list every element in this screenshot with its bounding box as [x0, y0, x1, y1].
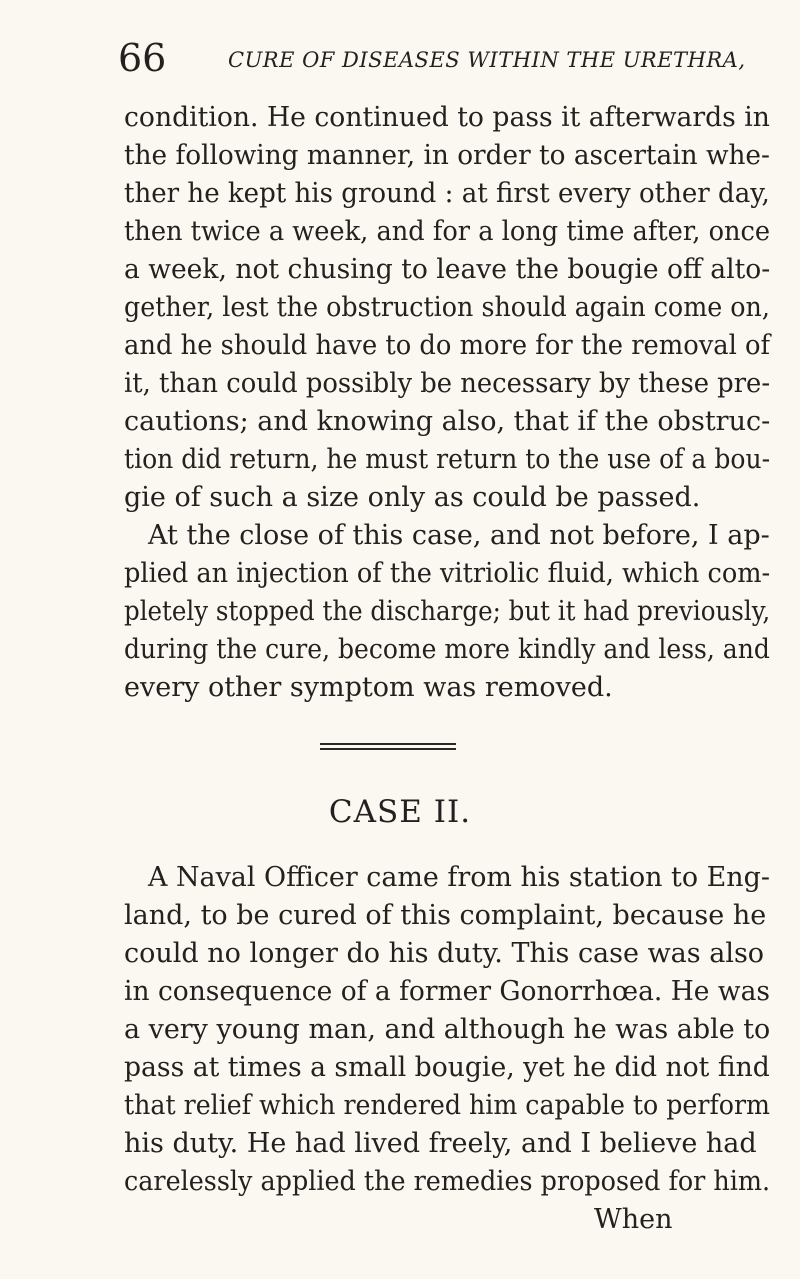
text-line: plied an injection of the vitriolic fluid, which com- [124, 558, 771, 589]
text-line: condition. He continued to pass it afterwards in [124, 102, 770, 133]
text-line: the following manner, in order to ascertain whe- [124, 140, 770, 171]
running-head: CURE OF DISEASES WITHIN THE URETHRA, [228, 48, 746, 72]
text-line: a very young man, and although he was able to [124, 1014, 771, 1045]
text-line: a week, not chusing to leave the bougie off alto- [124, 254, 771, 285]
text-line: could no longer do his duty. This case was also [124, 938, 765, 969]
text-line: his duty. He had lived freely, and I believe had [124, 1128, 757, 1159]
text-line: it, than could possibly be necessary by these pre- [124, 368, 771, 399]
text-line: A Naval Officer came from his station to Eng- [148, 862, 770, 893]
text-line: gether, lest the obstruction should again come on, [124, 292, 770, 323]
text-line: gie of such a size only as could be passed. [124, 482, 701, 513]
text-line: land, to be cured of this complaint, because he [124, 900, 767, 931]
text-line: and he should have to do more for the removal of [124, 330, 771, 361]
text-line: tion did return, he must return to the use of a bou- [124, 444, 771, 475]
text-line: At the close of this case, and not before, I ap- [148, 520, 770, 551]
page-header [118, 36, 746, 80]
text-line: ther he kept his ground : at first every other day, [124, 178, 770, 209]
text-line: that relief which rendered him capable to perform [124, 1090, 770, 1121]
text-line: pletely stopped the discharge; but it had previously, [124, 596, 771, 627]
text-line: cautions; and knowing also, that if the obstruc- [124, 406, 771, 437]
catchword: When [594, 1204, 673, 1235]
text-line: pass at times a small bougie, yet he did not find [124, 1052, 770, 1083]
case-heading: CASE II. [328, 794, 472, 830]
text-line: every other symptom was removed. [124, 672, 613, 703]
text-line: in consequence of a former Gonorrhœa. He was [124, 976, 770, 1007]
section-divider [320, 743, 456, 745]
section-divider [320, 748, 456, 750]
page-number: 66 [118, 36, 167, 80]
text-line: carelessly applied the remedies proposed for him. [124, 1166, 771, 1197]
text-line: during the cure, become more kindly and less, and [124, 634, 770, 665]
text-line: then twice a week, and for a long time after, once [124, 216, 771, 247]
